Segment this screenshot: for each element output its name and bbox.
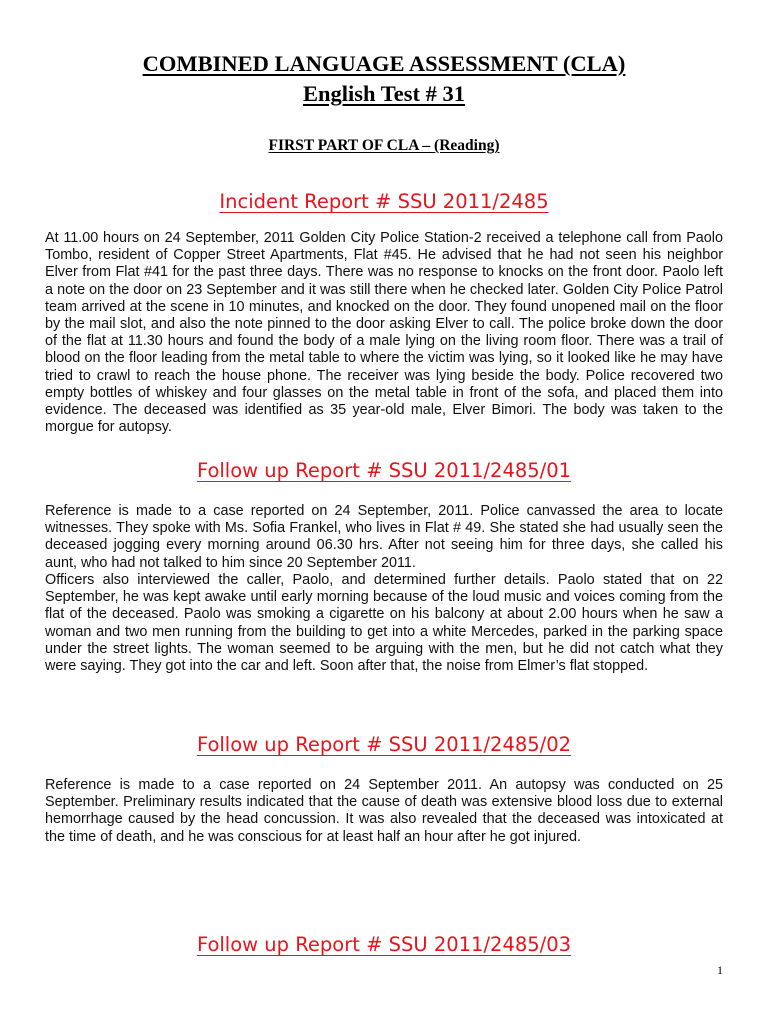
document-subtitle: English Test # 31 [303,81,465,106]
report-heading-followup-01: Follow up Report # SSU 2011/2485/01 [196,459,572,482]
document-title: COMBINED LANGUAGE ASSESSMENT (CLA) [142,51,626,76]
report-paragraph: Reference is made to a case reported on 24 September, 2011. Police canvassed the area to locate witnesses. They spoke with Ms. Sofia Frankel, who lives in Flat # 49. She stated she had usually seen the deceased jogging every morning around 06.30 hrs. After not seeing him for three days, she called his aunt, who had not talked to him since 20 September 2011. [45,503,723,571]
report-heading-followup-03: Follow up Report # SSU 2011/2485/03 [196,933,572,956]
page-number: 1 [717,963,723,977]
part-heading: FIRST PART OF CLA – (Reading) [268,137,500,154]
report-heading-incident: Incident Report # SSU 2011/2485 [219,190,549,213]
report-paragraph: Officers also interviewed the caller, Paolo, and determined further details. Paolo stated that on 22 September, he was kept awake until early morning because of the loud music and voices coming from the flat of the deceased. Paolo was smoking a cigarette on his balcony at about 2.00 hours when he saw a woman and two men running from the building to get into a white Mercedes, parked in the parking space under the street lights. The woman seemed to be arguing with the men, but he did not catch what they were saying. They got into the car and left. Soon after that, the noise from Elmer’s flat stopped. [45,572,723,675]
report-paragraph: At 11.00 hours on 24 September, 2011 Golden City Police Station-2 received a telephone call from Paolo Tombo, resident of Copper Street Apartments, Flat #45. He advised that he had not seen his neighbor Elver from Flat #41 for the past three days. There was no response to knocks on the front door. Paolo left a note on the door on 23 September and it was still there when he checked later. Golden City Police Patrol team arrived at the scene in 10 minutes, and knocked on the door. They found unopened mail on the floor by the mail slot, and also the note pinned to the door asking Elver to call. The police broke down the door of the flat at 11.30 hours and found the body of a male lying on the living room floor. There was a trail of blood on the floor leading from the metal table to where the victim was lying, so it looked like he may have tried to crawl to reach the house phone. The receiver was lying beside the body. Police recovered two empty bottles of whiskey and four glasses on the metal table in front of the sofa, and placed them into evidence. The deceased was identified as 35 year-old male, Elver Bimori. The body was taken to the morgue for autopsy. [45,230,723,436]
report-paragraph: Reference is made to a case reported on 24 September 2011. An autopsy was conducted on 25 September. Preliminary results indicated that the cause of death was extensive blood loss due to external hemorrhage caused by the head concussion. It was also revealed that the deceased was intoxicated at the time of death, and he was conscious for at least half an hour after he got injured. [45,777,723,845]
report-heading-followup-02: Follow up Report # SSU 2011/2485/02 [196,733,572,756]
